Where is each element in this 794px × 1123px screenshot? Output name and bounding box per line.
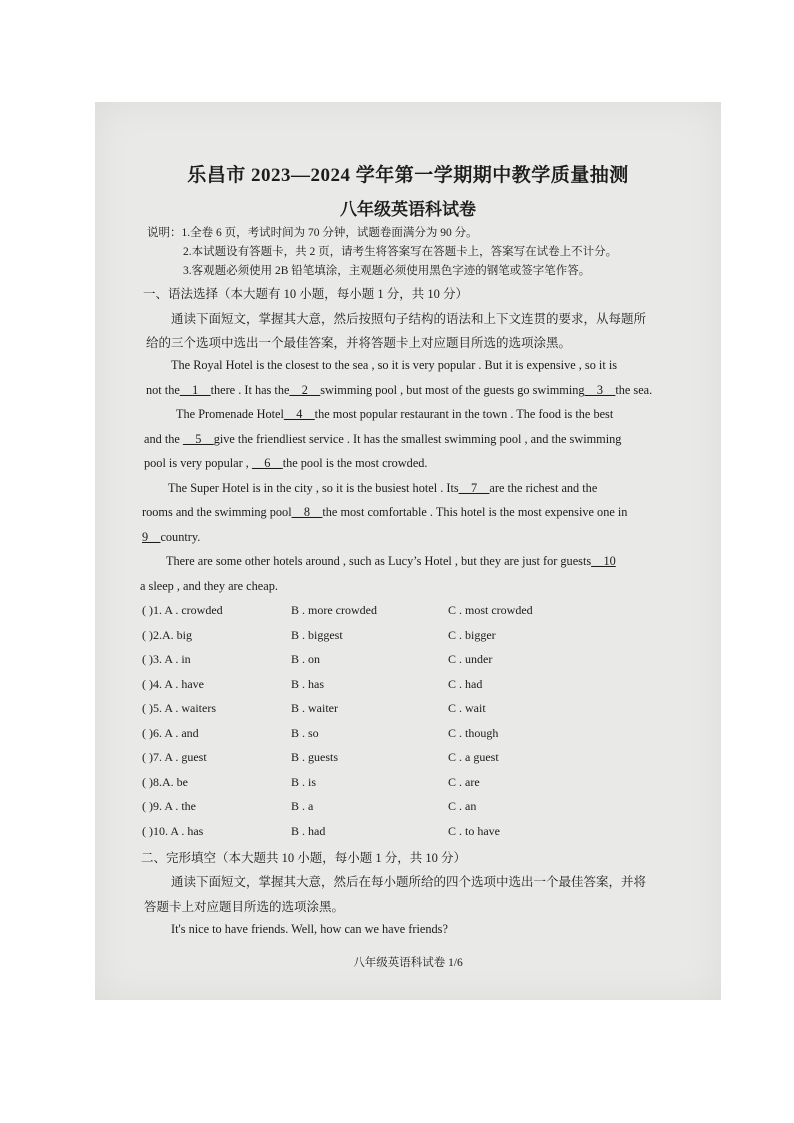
blank-3: __3__ [584, 383, 616, 397]
option-num: ( )3. A . in [142, 652, 191, 666]
option-num: ( )1. A . crowded [142, 603, 223, 617]
option-c: C . bigger [448, 628, 496, 642]
option-b: B . more crowded [291, 603, 377, 617]
passage-line: The Royal Hotel is the closest to the sea , so it is very popular . But it is expensive , so it is [171, 358, 618, 372]
option-b: B . waiter [291, 701, 338, 715]
blank-5: __5__ [182, 432, 214, 446]
passage-line: rooms and the swimming pool__8__the most comfortable . This hotel is the most expensive one in [142, 505, 628, 519]
option-b: B . so [291, 726, 319, 740]
section-1-instruction-1: 通读下面短文，掌握其大意，然后按照句子结构的语法和上下文连贯的要求，从每题所 [171, 312, 647, 326]
passage-line: The Promenade Hotel__4__the most popular restaurant in the town . The food is the best [176, 407, 614, 421]
passage-line: There are some other hotels around , such as Lucy’s Hotel , but they are just for guests__10 [166, 554, 616, 568]
passage-line: and the __5__give the friendliest service . It has the smallest swimming pool , and the swimming [144, 432, 622, 446]
option-b: B . has [291, 677, 324, 691]
section-2-instruction-2: 答题卡上对应题目所选的选项涂黑。 [144, 900, 345, 914]
note-line-1: 说明：1.全卷 6 页，考试时间为 70 分钟，试题卷面满分为 90 分。 [147, 227, 478, 239]
option-b: B . is [291, 775, 317, 789]
blank-10: __10 [591, 554, 616, 568]
option-num: ( )6. A . and [142, 726, 199, 740]
option-num: ( )8.A. be [142, 775, 188, 789]
passage-line: The Super Hotel is in the city , so it is the busiest hotel . Its__7__are the richest and the [168, 481, 598, 495]
section-2-instruction-1: 通读下面短文，掌握其大意，然后在每小题所给的四个选项中选出一个最佳答案，并将 [171, 875, 647, 889]
exam-title: 乐昌市 2023—2024 学年第一学期期中教学质量抽测 [187, 165, 629, 186]
passage-line: not the__1__there . It has the__2__swimming pool , but most of the guests go swimming__3__the sea. [146, 383, 653, 397]
option-c: C . had [448, 677, 483, 691]
option-c: C . most crowded [448, 603, 533, 617]
option-c: C . under [448, 652, 493, 666]
blank-2: __2__ [289, 383, 321, 397]
option-num: ( )4. A . have [142, 677, 204, 691]
option-b: B . a [291, 799, 314, 813]
passage-line: a sleep , and they are cheap. [140, 579, 278, 593]
blank-7: __7__ [458, 481, 490, 495]
exam-subtitle: 八年级英语科试卷 [340, 200, 476, 219]
option-c: C . are [448, 775, 480, 789]
option-num: ( )2.A. big [142, 628, 192, 642]
section-1-instruction-2: 给的三个选项中选出一个最佳答案，并将答题卡上对应题目所选的选项涂黑。 [146, 336, 572, 350]
blank-6: __6__ [251, 456, 283, 470]
option-c: C . an [448, 799, 477, 813]
option-num: ( )5. A . waiters [142, 701, 216, 715]
page-footer: 八年级英语科试卷 1/6 [353, 957, 463, 969]
option-num: ( )10. A . has [142, 824, 204, 838]
option-b: B . guests [291, 750, 339, 764]
option-c: C . to have [448, 824, 500, 838]
option-num: ( )7. A . guest [142, 750, 207, 764]
option-num: ( )9. A . the [142, 799, 196, 813]
blank-8: __8__ [291, 505, 323, 519]
note-line-2: 2.本试题设有答题卡，共 2 页，请考生将答案写在答题卡上，答案写在试卷上不计分。 [183, 246, 618, 258]
option-c: C . a guest [448, 750, 499, 764]
passage-line: pool is very popular , __6__the pool is the most crowded. [144, 456, 428, 470]
section-2-passage-first-line: It's nice to have friends. Well, how can we have friends? [171, 922, 448, 936]
option-c: C . though [448, 726, 499, 740]
option-b: B . had [291, 824, 326, 838]
blank-9: 9__ [142, 530, 161, 544]
option-c: C . wait [448, 701, 486, 715]
section-2-heading: 二、完形填空（本大题共 10 小题，每小题 1 分，共 10 分） [141, 851, 467, 865]
blank-1: __1__ [179, 383, 211, 397]
option-b: B . biggest [291, 628, 343, 642]
exam-page [95, 102, 721, 1000]
note-line-3: 3.客观题必须使用 2B 铅笔填涂，主观题必须使用黑色字迹的钢笔或签字笔作答。 [183, 265, 591, 277]
section-1-heading: 一、语法选择（本大题有 10 小题，每小题 1 分，共 10 分） [143, 287, 469, 301]
passage-line: 9__country. [142, 530, 201, 544]
option-b: B . on [291, 652, 321, 666]
blank-4: __4__ [283, 407, 315, 421]
